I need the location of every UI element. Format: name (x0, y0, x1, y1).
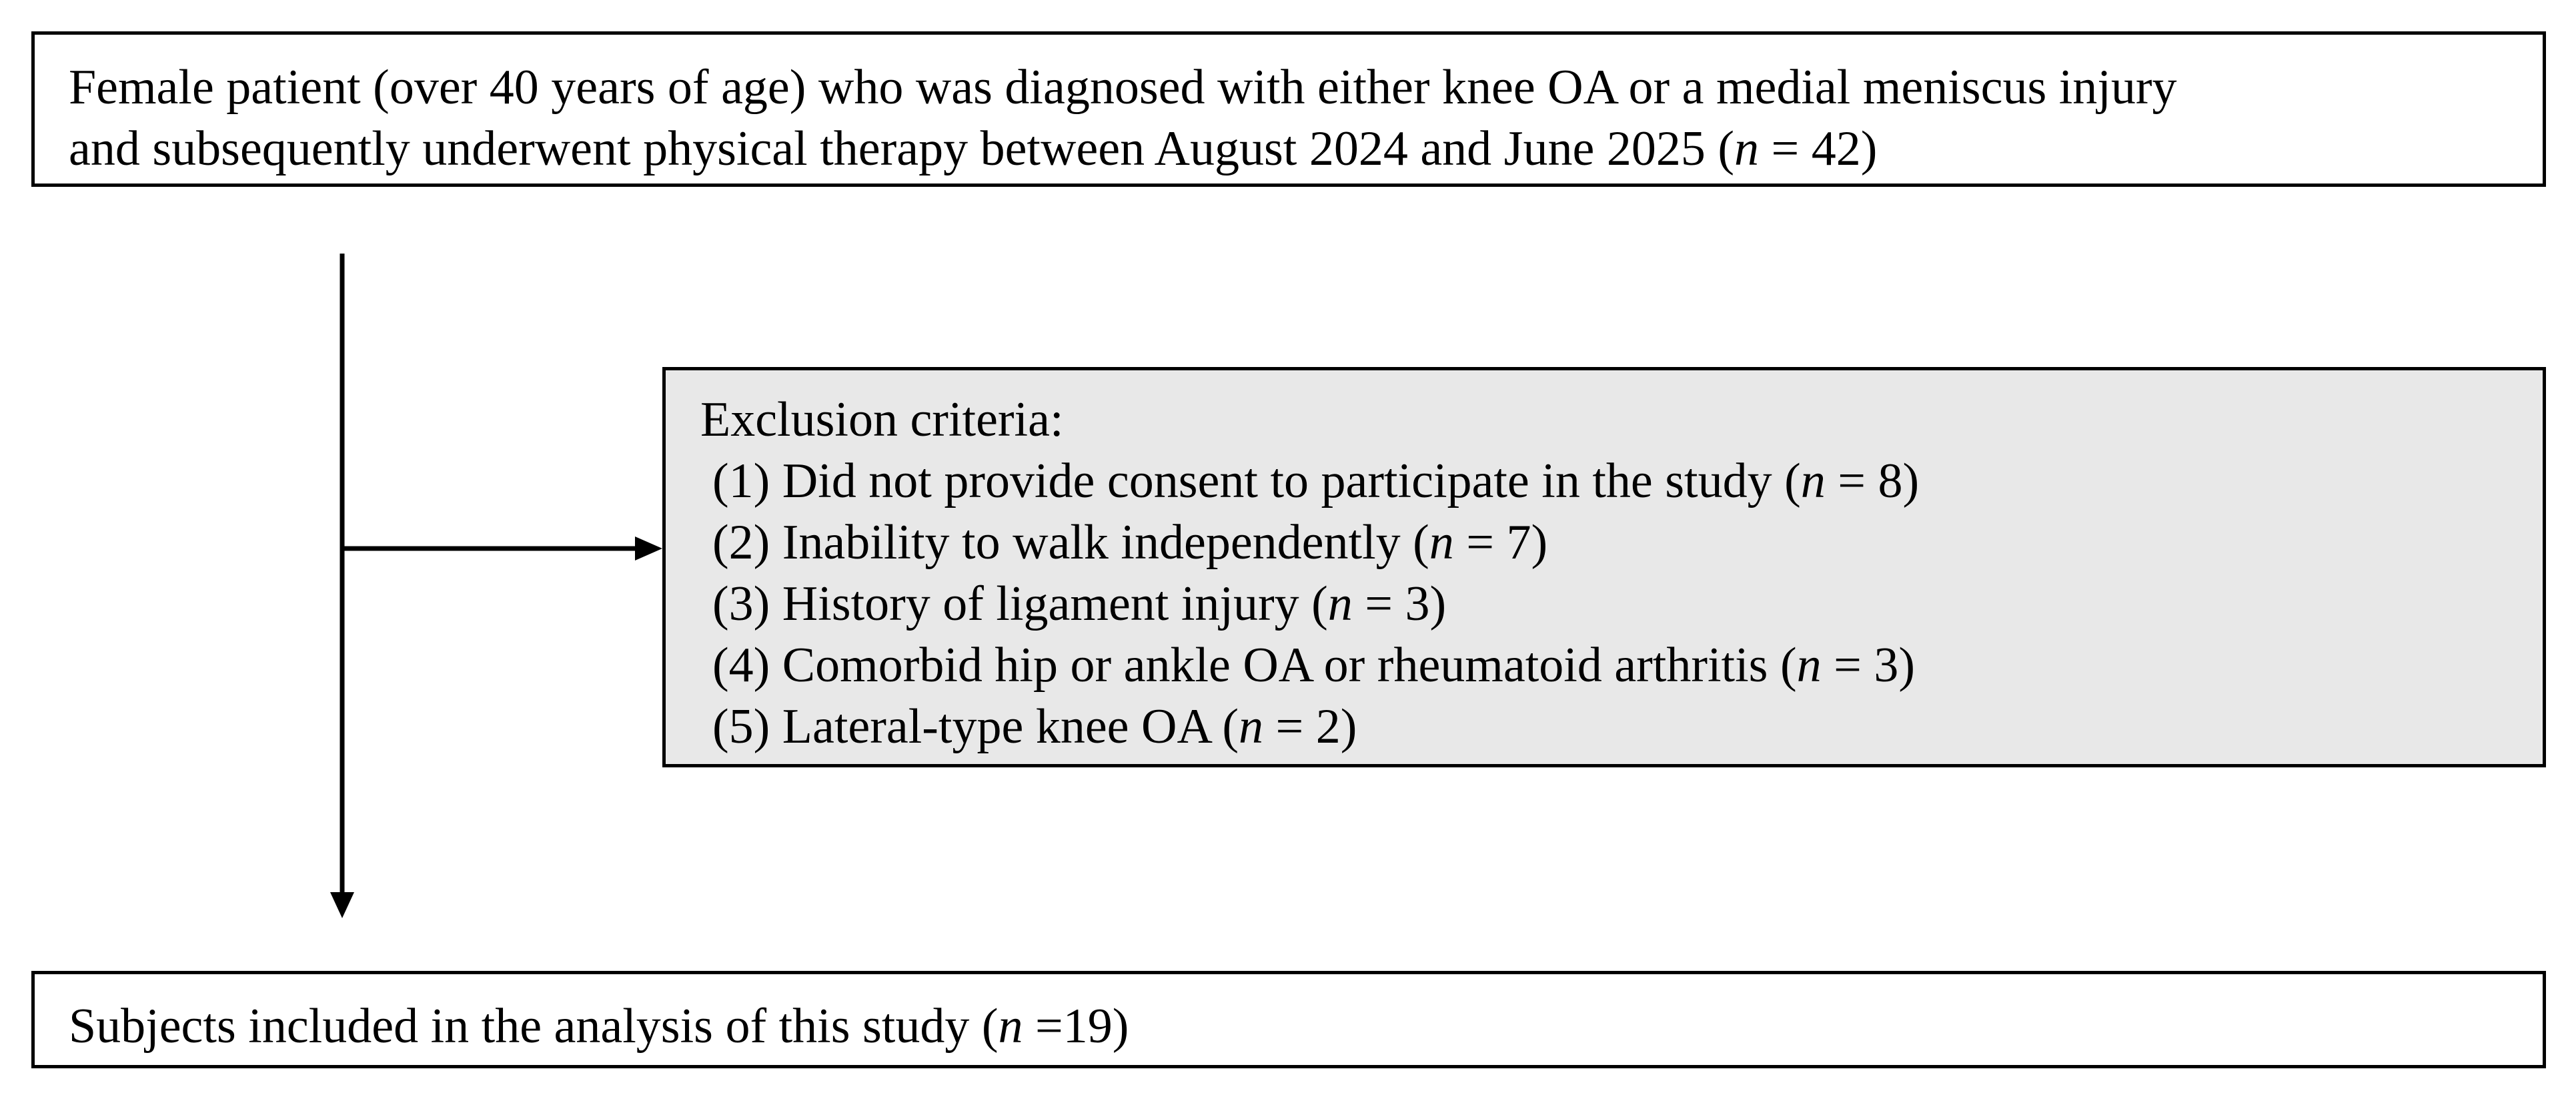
enrollment-text: and subsequently underwent physical therapy between August 2024 and June 2025 ( (69, 121, 1734, 176)
exclusion-criterion-4 (700, 635, 2543, 696)
main-flow-arrowhead (330, 892, 354, 918)
analysis-line (69, 996, 2543, 1057)
analysis-count: =19) (1023, 999, 1129, 1054)
criterion-count: = 3) (1821, 638, 1916, 693)
criterion-text: (1) Did not provide consent to participate in the study ( (712, 454, 1801, 508)
criterion-text: (4) Comorbid hip or ankle OA or rheumatoid arthritis ( (712, 638, 1797, 693)
n-symbol: n (1796, 638, 1822, 693)
enrollment-count: = 42) (1758, 121, 1878, 176)
analysis-box (31, 971, 2546, 1068)
exclusion-criterion-5 (700, 696, 2543, 757)
analysis-text: Subjects included in the analysis of this study ( (69, 999, 999, 1054)
criterion-count: = 3) (1352, 577, 1447, 631)
n-symbol: n (998, 999, 1023, 1054)
n-symbol: n (1429, 515, 1454, 570)
exclusion-title: Exclusion criteria: (700, 392, 1064, 447)
exclusion-criterion-2 (700, 512, 2543, 573)
exclusion-criteria-box (662, 367, 2546, 767)
criterion-text: (5) Lateral-type knee OA ( (712, 699, 1239, 754)
enrollment-line-1: Female patient (over 40 years of age) who was diagnosed with either knee OA or a medial meniscus injury (69, 60, 2177, 115)
n-symbol: n (1238, 699, 1263, 754)
n-symbol: n (1800, 454, 1826, 508)
n-symbol: n (1734, 121, 1759, 176)
criterion-count: = 8) (1825, 454, 1920, 508)
exclusion-criterion-1 (700, 450, 2543, 512)
exclusion-branch-arrowhead (635, 536, 662, 561)
criterion-count: = 2) (1263, 699, 1357, 754)
criterion-count: = 7) (1453, 515, 1548, 570)
n-symbol: n (1327, 577, 1353, 631)
criterion-text: (2) Inability to walk independently ( (712, 515, 1429, 570)
exclusion-criterion-3 (700, 573, 2543, 635)
criterion-text: (3) History of ligament injury ( (712, 577, 1328, 631)
